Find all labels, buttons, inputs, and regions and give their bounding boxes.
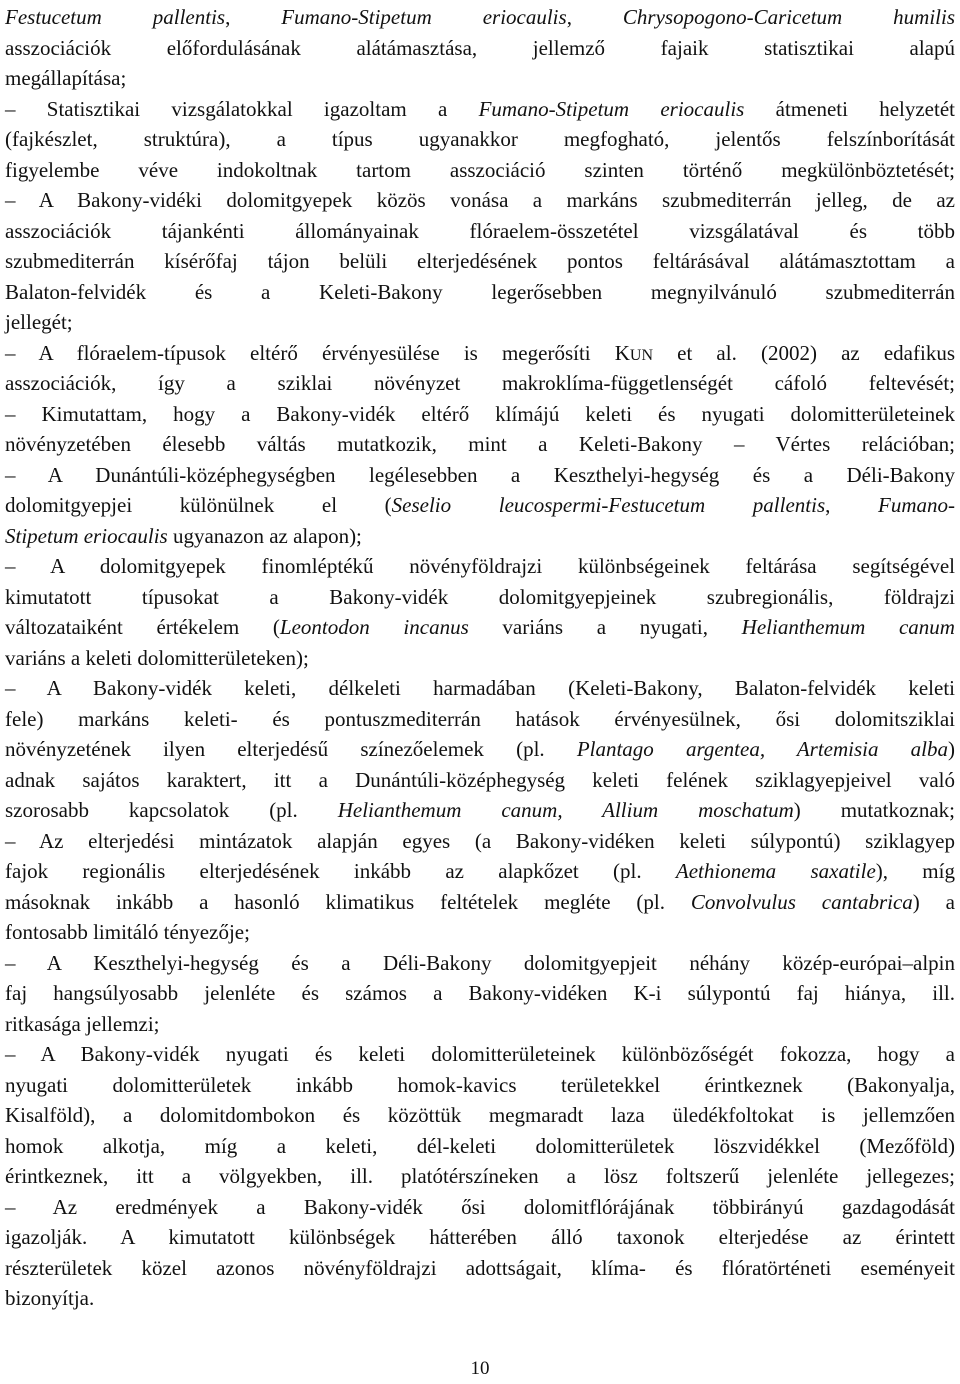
text-line: bizonyítja. <box>5 1286 95 1310</box>
text-line: Kisalföld), a dolomitdombokon és közöttük megmaradt laza üledékfoltokat is jellemzően <box>5 1103 955 1127</box>
text-line: asszociációk, így a sziklai növényzet makroklíma-függetlenségét cáfoló feltevését; <box>5 371 955 395</box>
text-line: másoknak inkább a hasonló klimatikus feltételek megléte (pl. Convolvulus cantabrica) a <box>5 889 955 914</box>
text-line: részterületek közel azonos növényföldrajzi adottságait, klíma- és flóratörténeti eseményeit <box>5 1255 955 1280</box>
text-line: variáns a keleti dolomitterületeken); <box>5 645 309 670</box>
text-line: – Kimutattam, hogy a Bakony-vidék eltérő klímájú keleti és nyugati dolomitterületeinek <box>5 401 955 426</box>
text-line: – Az eredmények a Bakony-vidék ősi dolomitflórájának többirányú gazdagodását <box>5 1194 955 1219</box>
text-line: – A flóraelem-típusok eltérő érvényesülése is megerősíti KUN et al. (2002) az edafikus <box>5 340 955 365</box>
text-line: szubmediterrán kísérőfaj tájon belüli elterjedésének pontos feltárásával alátámasztottam a <box>5 249 955 273</box>
text-line: Balaton-felvidék és a Keleti-Bakony legerősebben megnyilvánuló szubmediterrán <box>5 279 955 304</box>
text-line: – A Bakony-vidéki dolomitgyepek közös vonása a markáns szubmediterrán jelleg, de az <box>5 188 955 212</box>
text-line: adnak sajátos karaktert, itt a Dunántúli-középhegység keleti felének sziklagyepjeivel való <box>5 767 955 792</box>
text-line: – Statisztikai vizsgálatokkal igazoltam a Fumano-Stipetum eriocaulis átmeneti helyzetét <box>5 96 955 121</box>
text-line: jellegét; <box>5 310 73 334</box>
text-line: igazolják. A kimutatott különbségek hátterében álló taxonok elterjedése az érintett <box>5 1225 955 1249</box>
text-line: fele) markáns keleti- és pontuszmediterrán hatások érvényesülnek, ősi dolomitsziklai <box>5 706 955 731</box>
text-line: – Az elterjedési mintázatok alapján egyes (a Bakony-vidéken keleti súlypontú) sziklagyep <box>5 828 955 853</box>
text-line: homok alkotja, míg a keleti, dél-keleti dolomitterületek löszvidékkel (Mezőföld) <box>5 1133 955 1158</box>
page-number: 10 <box>470 1358 490 1379</box>
text-line: Festucetum pallentis, Fumano-Stipetum eriocaulis, Chrysopogono-Caricetum humilis <box>5 5 956 29</box>
text-line: (fajkészlet, struktúra), a típus ugyanakkor megfogható, jelentős felszínborítását <box>5 127 955 151</box>
text-line: – A dolomitgyepek finomléptékű növényföldrajzi különbségeinek feltárása segítségével <box>5 554 955 578</box>
text-line: fontosabb limitáló tényezője; <box>5 920 250 944</box>
text-line: változataiként értékelem (Leontodon incanus variáns a nyugati, Helianthemum canum <box>5 615 955 639</box>
text-line: – A Dunántúli-középhegységben legélesebben a Keszthelyi-hegység és a Déli-Bakony <box>5 462 955 487</box>
text-line: fajok regionális elterjedésének inkább az alapkőzet (pl. Aethionema saxatile), míg <box>5 859 955 883</box>
text-line: Stipetum eriocaulis ugyanazon az alapon); <box>5 523 362 548</box>
text-line: növényzetében élesebb váltás mutatkozik, mint a Keleti-Bakony – Vértes relációban; <box>5 432 955 456</box>
text-line: dolomitgyepjei különülnek el (Seselio leucospermi-Festucetum pallentis, Fumano- <box>5 493 955 517</box>
text-line: asszociációk előfordulásának alátámasztása, jellemző fajaik statisztikai alapú <box>5 35 955 60</box>
text-line: ritkasága jellemzi; <box>5 1011 160 1036</box>
text-line: növényzetének ilyen elterjedésű színezőelemek (pl. Plantago argentea, Artemisia alba) <box>5 737 955 761</box>
text-line: – A Bakony-vidék nyugati és keleti dolomitterületeinek különbözőségét fokozza, hogy a <box>5 1042 955 1066</box>
text-line: figyelembe véve indokoltnak tartom asszociáció szinten történő megkülönböztetését; <box>5 157 955 182</box>
text-line: – A Bakony-vidék keleti, délkeleti harmadában (Keleti-Bakony, Balaton-felvidék keleti <box>5 676 955 700</box>
text-line: érintkeznek, itt a völgyekben, ill. platótérszíneken a lösz foltszerű jelenléte jellegezes; <box>5 1164 955 1188</box>
text-line: nyugati dolomitterületek inkább homok-kavics területekkel érintkeznek (Bakonyalja, <box>5 1072 955 1097</box>
text-line: megállapítása; <box>5 66 127 90</box>
text-line: faj hangsúlyosabb jelenléte és számos a Bakony-vidéken K-i súlypontú faj hiánya, ill. <box>5 981 955 1005</box>
text-line: kimutatott típusokat a Bakony-vidék dolomitgyepjeinek szubregionális, földrajzi <box>5 584 955 609</box>
text-line: asszociációk tájankénti állományainak flóraelem-összetétel vizsgálatával és több <box>5 218 955 243</box>
text-line: – A Keszthelyi-hegység és a Déli-Bakony dolomitgyepjeit néhány közép-európai–alpin <box>5 950 955 975</box>
text-line: szorosabb kapcsolatok (pl. Helianthemum canum, Allium moschatum) mutatkoznak; <box>5 798 955 822</box>
